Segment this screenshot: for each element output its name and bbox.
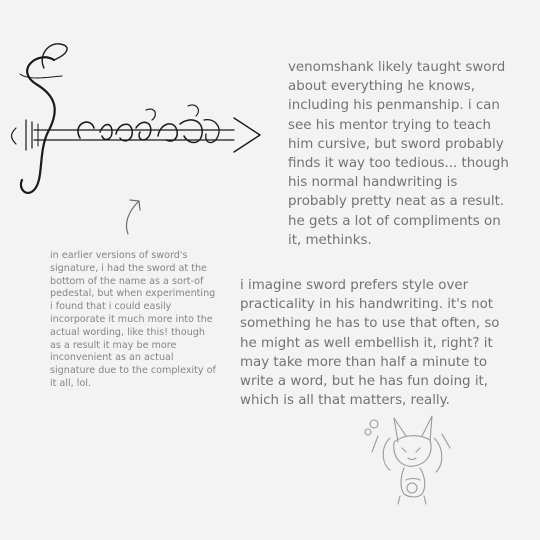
- note-bottom-paragraph: i imagine sword prefers style over practicality in his handwriting. it's not something he has to use that often, so he might as well embellish it, right? it may take more than half a minute to write a word, but he has fun doing it, which is all that matters, really.: [240, 278, 500, 409]
- note-left-paragraph: in earlier versions of sword's signature, i had the sword at the bottom of the name as a sort-of pedestal, but when experimenting i found that i could easily incorporate it much more into the actual wording, like this! though as a result it may be more inconvenient as an actual signature due to the complexity of it all, lol.: [50, 250, 216, 389]
- chibi-character-doodle-icon: [360, 408, 460, 508]
- curved-up-arrow-icon: [118, 190, 152, 238]
- note-top-paragraph: venomshank likely taught sword about everything he knows, including his penmanship. i can see his mentor trying to teach him cursive, but sword probably finds it way too tedious... though his normal handwriting is probably pretty neat as a result. he gets a lot of compliments on it, methinks.: [288, 60, 509, 248]
- calligraphy-signature-icon: [8, 40, 270, 210]
